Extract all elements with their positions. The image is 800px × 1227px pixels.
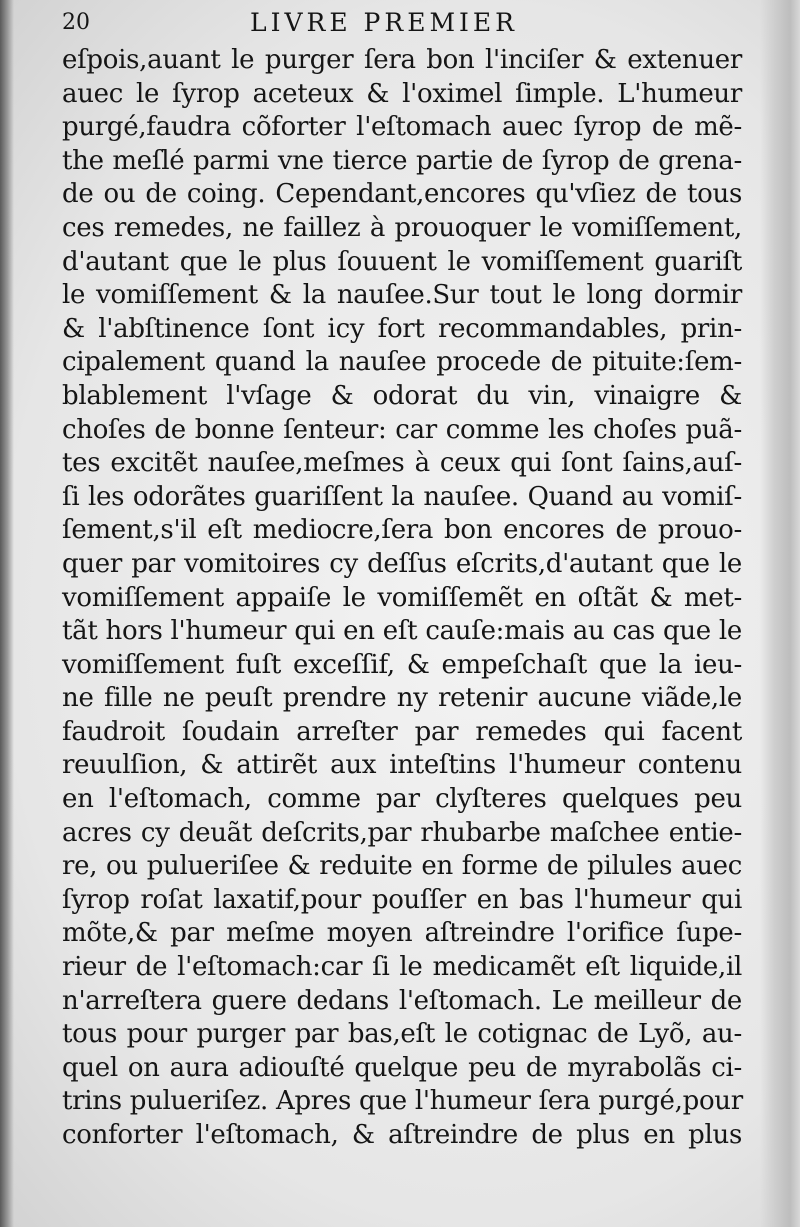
text-line: purgé,faudra cõforter l'eſtomach auec ſyrop de mẽ-	[62, 112, 742, 143]
page-number: 20	[62, 10, 90, 35]
body-text	[62, 44, 742, 1153]
text-line: choſes de bonne ſenteur: car comme les choſes puã-	[62, 414, 742, 445]
text-line: acres cy deuãt deſcrits,par rhubarbe maſchee entie-	[62, 817, 742, 848]
text-line: mõte,& par meſme moyen aſtreindre l'orifice ſupe-	[62, 918, 742, 949]
text-line: rieur de l'eſtomach:car ſi le medicamẽt eſt liquide,il	[62, 952, 742, 983]
text-line: de ou de coing. Cependant,encores qu'vſiez de tous	[62, 179, 742, 210]
running-head: LIVRE PREMIER	[250, 8, 518, 37]
text-line: eſpois,auant le purger ſera bon l'inciſer & extenuer	[62, 45, 742, 75]
text-line: tous pour purger par bas,eſt le cotignac de Lyõ, au-	[62, 1019, 742, 1050]
page-edge-shadow	[760, 0, 800, 1227]
text-line: d'autant que le plus ſouuent le vomiſſement guariſt	[62, 246, 742, 277]
text-line: faudroit ſoudain arreſter par remedes qui facent	[62, 716, 742, 747]
binding-gutter-shadow	[0, 0, 14, 1227]
text-line: the meſlé parmi vne tierce partie de ſyrop de grena-	[62, 145, 742, 176]
text-line: quer par vomitoires cy deſſus eſcrits,d'autant que le	[62, 548, 742, 579]
text-line: conforter l'eſtomach, & aſtreindre de plus en plus	[62, 1120, 742, 1150]
text-line: reuulſion, & attirẽt aux inteſtins l'humeur contenu	[62, 750, 742, 781]
text-line: en l'eſtomach, comme par clyſteres quelques peu	[62, 784, 742, 815]
text-line: re, ou pulueriſee & reduite en forme de pilules auec	[62, 851, 742, 882]
text-line: ces remedes, ne faillez à prouoquer le vomiſſement,	[62, 212, 742, 243]
text-line: n'arreſtera guere dedans l'eſtomach. Le meilleur de	[62, 985, 742, 1016]
text-line: auec le ſyrop aceteux & l'oximel ſimple. L'humeur	[62, 78, 742, 109]
text-line: blablement l'vſage & odorat du vin, vinaigre &	[62, 380, 742, 411]
text-line: ſi les odorãtes guariſſent la nauſee. Quand au vomiſ-	[62, 481, 742, 512]
text-line: trins pulueriſez. Apres que l'humeur ſera purgé,pour	[62, 1086, 743, 1117]
text-line: cipalement quand la nauſee procede de pituite:ſem-	[62, 347, 742, 378]
text-line: ſyrop roſat laxatif,pour pouſſer en bas l'humeur qui	[62, 884, 742, 915]
text-line: & l'abſtinence ſont icy fort recommandables, prin-	[62, 313, 742, 344]
text-line: vomiſſement fuſt exceſſif, & empeſchaſt que la ieu-	[62, 649, 742, 680]
text-line: vomiſſement appaiſe le vomiſſemẽt en oſtãt & met-	[62, 582, 742, 613]
text-line: tãt hors l'humeur qui en eſt cauſe:mais au cas que le	[62, 616, 742, 647]
text-line: ne fille ne peuſt prendre ny retenir aucune viãde,le	[62, 683, 742, 714]
text-line: le vomiſſement & la nauſee.Sur tout le long dormir	[62, 280, 742, 311]
text-line: tes excitẽt nauſee,meſmes à ceux qui ſont ſains,auſ-	[62, 448, 742, 479]
page-header	[60, 6, 740, 42]
text-line: ſement,s'il eſt mediocre,ſera bon encores de prouo-	[62, 515, 742, 546]
text-line: quel on aura adiouſté quelque peu de myrabolãs ci-	[62, 1052, 742, 1083]
